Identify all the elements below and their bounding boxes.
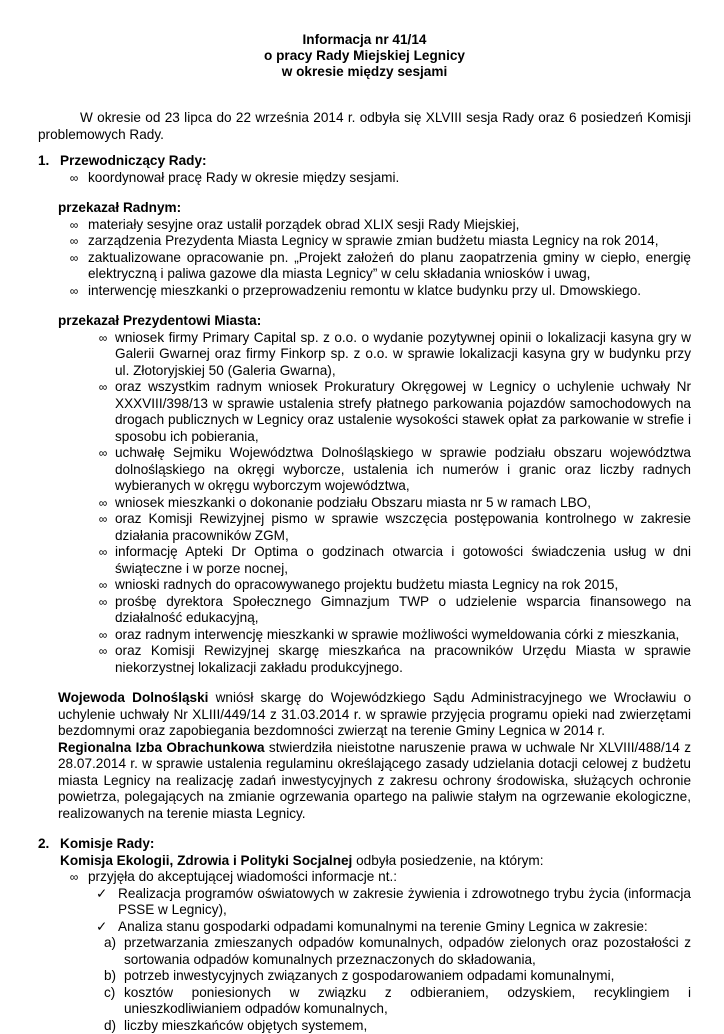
section-1-heading bbox=[38, 153, 691, 170]
wojewoda-label: Wojewoda Dolnośląski bbox=[58, 690, 208, 705]
check-item bbox=[96, 919, 691, 936]
section-2-heading bbox=[38, 836, 691, 853]
title-line-2: o pracy Rady Miejskiej Legnicy bbox=[38, 48, 691, 64]
list-item-text: koordynował pracę Rady w okresie między sesjami. bbox=[88, 170, 691, 187]
komisja-paragraph bbox=[38, 853, 691, 870]
rio-paragraph bbox=[38, 740, 691, 823]
letter-item bbox=[104, 1018, 691, 1034]
section-1-list bbox=[38, 170, 691, 187]
infinity-bullet-icon: ∞ bbox=[60, 283, 88, 300]
list-item-text: zaktualizowane opracowanie pn. „Projekt założeń do planu zaopatrzenia gminy w ciepło, energię elektryczną i paliwa gazowe dla miasta Legnicy” w celu składania wniosków i uwag, bbox=[88, 250, 691, 283]
list-item-text: prośbę dyrektora Społecznego Gimnazjum TWP o udzielenie wsparcia finansowego na działalność edukacyjną, bbox=[115, 594, 691, 627]
infinity-bullet-icon: ∞ bbox=[91, 379, 115, 445]
section-1-number: 1. bbox=[38, 153, 60, 170]
rio-label: Regionalna Izba Obrachunkowa bbox=[58, 740, 265, 755]
list-item bbox=[38, 869, 691, 886]
infinity-bullet-icon: ∞ bbox=[91, 511, 115, 544]
check-item bbox=[96, 886, 691, 919]
prezydent-heading: przekazał Prezydentowi Miasta: bbox=[58, 313, 691, 330]
letter-marker: a) bbox=[104, 935, 124, 968]
komisja-text: odbyła posiedzenie, na którym: bbox=[352, 853, 543, 868]
list-item-text: interwencję mieszkanki o przeprowadzeniu remontu w klatce budynku przy ul. Dmowskiego. bbox=[88, 283, 691, 300]
list-item bbox=[38, 233, 691, 250]
infinity-bullet-icon: ∞ bbox=[91, 643, 115, 676]
list-item-text: wniosek mieszkanki o dokonanie podziału Obszaru miasta nr 5 w ramach LBO, bbox=[115, 495, 691, 512]
check-item-text: Analiza stanu gospodarki odpadami komunalnymi na terenie Gminy Legnica w zakresie: bbox=[118, 919, 691, 936]
infinity-bullet-icon: ∞ bbox=[91, 330, 115, 380]
infinity-bullet-icon: ∞ bbox=[60, 170, 88, 187]
infinity-bullet-icon: ∞ bbox=[60, 217, 88, 234]
list-item bbox=[38, 250, 691, 283]
letter-item-text: przetwarzania zmieszanych odpadów komunalnych, odpadów zielonych oraz pozostałości z sortowania odpadów komunalnych przeznaczonych do składowania, bbox=[124, 935, 691, 968]
letter-item bbox=[104, 968, 691, 985]
section-1-title: Przewodniczący Rady: bbox=[60, 153, 207, 170]
list-item bbox=[38, 577, 691, 594]
list-item-text: oraz wszystkim radnym wniosek Prokuratury Okręgowej w Legnicy o uchylenie uchwały Nr XXXVIII/398/13 w sprawie ustalenia strefy płatnego parkowania pojazdów samochodowych na drogach publicznych w Legnicy oraz ustalenie wysokości stawek opłat za parkowanie w strefie i sposobu ich pobierania, bbox=[115, 379, 691, 445]
section-2-number: 2. bbox=[38, 836, 60, 853]
rio-text: stwierdziła nieistotne naruszenie prawa w uchwale Nr XLVIII/488/14 z 28.07.2014 r. w sprawie ustalenia regulaminu określającego zasady udzielania dotacji celowej z budżetu miasta Legnicy na realizację zadań inwestycyjnych z zakresu ochrony środowiska, służących ochronie powietrza, polegających na zmianie ogrzewania opartego na paliwie stałym na ogrzewanie ekologiczne, realizowanych na terenie miasta Legnicy. bbox=[58, 740, 691, 821]
checkmark-icon: ✓ bbox=[96, 919, 118, 936]
letter-marker: d) bbox=[104, 1018, 124, 1034]
check-list bbox=[38, 886, 691, 936]
list-item bbox=[38, 544, 691, 577]
check-item-text: Realizacja programów oświatowych w zakresie żywienia i zdrowotnego trybu życia (informacja PSSE w Legnicy), bbox=[118, 886, 691, 919]
list-item bbox=[38, 643, 691, 676]
letter-list bbox=[38, 935, 691, 1034]
list-item bbox=[38, 495, 691, 512]
infinity-bullet-icon: ∞ bbox=[60, 233, 88, 250]
document-title bbox=[38, 32, 691, 80]
letter-marker: c) bbox=[104, 985, 124, 1018]
wojewoda-paragraph bbox=[38, 690, 691, 740]
letter-item bbox=[104, 985, 691, 1018]
section-2-title: Komisje Rady: bbox=[60, 836, 154, 853]
list-item bbox=[38, 445, 691, 495]
list-item-text: informację Apteki Dr Optima o godzinach otwarcia i gotowości świadczenia usług w dni świąteczne i w porze nocnej, bbox=[115, 544, 691, 577]
list-item bbox=[38, 379, 691, 445]
letter-marker: b) bbox=[104, 968, 124, 985]
list-item bbox=[38, 511, 691, 544]
infinity-bullet-icon: ∞ bbox=[91, 594, 115, 627]
title-line-1: Informacja nr 41/14 bbox=[38, 32, 691, 48]
list-item-text: wniosek firmy Primary Capital sp. z o.o. o wydanie pozytywnej opinii o lokalizacji kasyna gry w Galerii Gwarnej oraz firmy Finkorp sp. z o.o. w sprawie lokalizacji kasyna gry w budynku przy ul. Złotoryjskiej 50 (Galeria Gwarna), bbox=[115, 330, 691, 380]
letter-item-text: potrzeb inwestycyjnych związanych z gospodarowaniem odpadami komunalnymi, bbox=[124, 968, 691, 985]
list-item-text: oraz Komisji Rewizyjnej skargę mieszkańca na pracowników Urzędu Miasta w sprawie niekorzystnej lokalizacji zakładu produkcyjnego. bbox=[115, 643, 691, 676]
list-item-text: zarządzenia Prezydenta Miasta Legnicy w sprawie zmian budżetu miasta Legnicy na rok 2014, bbox=[88, 233, 691, 250]
letter-item bbox=[104, 935, 691, 968]
infinity-bullet-icon: ∞ bbox=[60, 250, 88, 283]
list-item bbox=[38, 283, 691, 300]
list-item-text: oraz Komisji Rewizyjnej pismo w sprawie wszczęcia postępowania kontrolnego w zakresie działania pracowników ZGM, bbox=[115, 511, 691, 544]
list-item bbox=[38, 170, 691, 187]
checkmark-icon: ✓ bbox=[96, 886, 118, 919]
list-item bbox=[38, 627, 691, 644]
section-2-list bbox=[38, 869, 691, 886]
infinity-bullet-icon: ∞ bbox=[60, 869, 88, 886]
title-line-3: w okresie między sesjami bbox=[38, 64, 691, 80]
intro-paragraph: W okresie od 23 lipca do 22 września 2014 r. odbyła się XLVIII sesja Rady oraz 6 posiedzeń Komisji problemowych Rady. bbox=[38, 110, 691, 143]
letter-item-text: liczby mieszkańców objętych systemem, bbox=[124, 1018, 691, 1034]
list-item-text: wnioski radnych do opracowywanego projektu budżetu miasta Legnicy na rok 2015, bbox=[115, 577, 691, 594]
wojewoda-text: wniósł skargę do Wojewódzkiego Sądu Administracyjnego we Wrocławiu o uchylenie uchwały Nr XLIII/449/14 z 31.03.2014 r. w sprawie przyjęcia programu opieki nad zwierzętami bezdomnymi oraz zapobiegania bezdomności zwierząt na terenie Gminy Legnica w 2014 r. bbox=[58, 690, 691, 738]
list-item bbox=[38, 217, 691, 234]
letter-item-text: kosztów poniesionych w związku z odbieraniem, odzyskiem, recyklingiem i unieszkodliwianiem odpadów komunalnych, bbox=[124, 985, 691, 1018]
infinity-bullet-icon: ∞ bbox=[91, 627, 115, 644]
infinity-bullet-icon: ∞ bbox=[91, 495, 115, 512]
komisja-label: Komisja Ekologii, Zdrowia i Polityki Socjalnej bbox=[60, 853, 352, 868]
list-item bbox=[38, 330, 691, 380]
list-item bbox=[38, 594, 691, 627]
radnym-heading: przekazał Radnym: bbox=[58, 200, 691, 217]
list-item-text: przyjęła do akceptującej wiadomości informacje nt.: bbox=[88, 869, 691, 886]
infinity-bullet-icon: ∞ bbox=[91, 577, 115, 594]
prezydent-list bbox=[38, 330, 691, 677]
list-item-text: materiały sesyjne oraz ustalił porządek obrad XLIX sesji Rady Miejskiej, bbox=[88, 217, 691, 234]
infinity-bullet-icon: ∞ bbox=[91, 445, 115, 495]
list-item-text: uchwałę Sejmiku Województwa Dolnośląskiego w sprawie podziału obszaru województwa dolnośląskiego na okręgi wyborcze, ustalenia ich numerów i granic oraz liczby radnych wybieranych w okręgu wyborczym województwa, bbox=[115, 445, 691, 495]
radnym-list bbox=[38, 217, 691, 300]
list-item-text: oraz radnym interwencję mieszkanki w sprawie możliwości wymeldowania córki z mieszkania, bbox=[115, 627, 691, 644]
infinity-bullet-icon: ∞ bbox=[91, 544, 115, 577]
